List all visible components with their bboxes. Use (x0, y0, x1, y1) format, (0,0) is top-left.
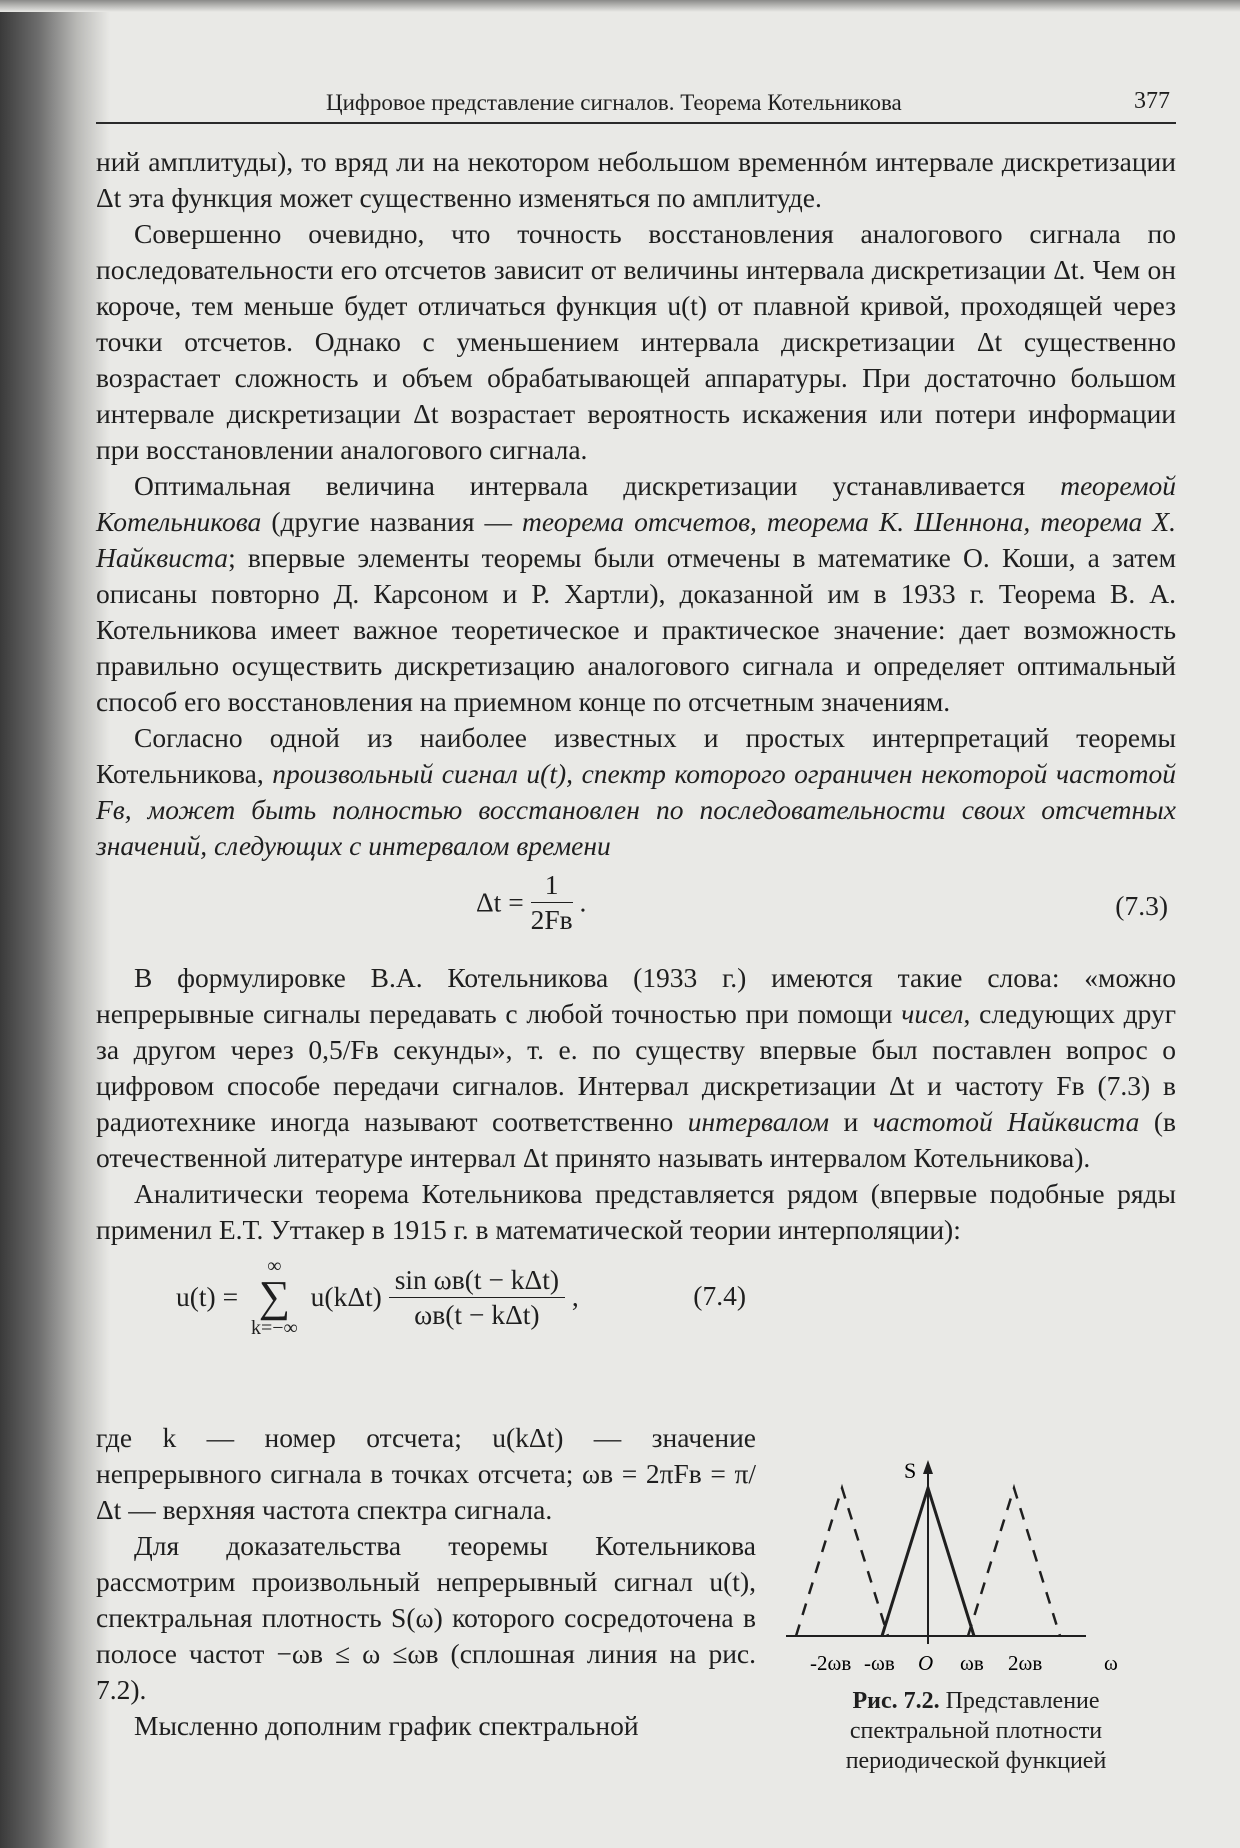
sum-operator (251, 1256, 298, 1338)
figure-caption (786, 1686, 1166, 1776)
page-number: 377 (1134, 88, 1170, 114)
text-run: Согласно одной из наиболее известных и простых интерпретаций теоремы Котельникова, (96, 722, 1176, 789)
paragraph-kotelnikov-quote (96, 960, 1176, 1176)
spectrum-diagram (786, 1454, 1166, 1684)
left-column-text (96, 1420, 756, 1744)
tick-label: -ωв (864, 1651, 895, 1675)
eq-denominator: ωв(t − kΔt) (414, 1298, 540, 1330)
equation-7-3 (96, 868, 1176, 948)
tick-label: 2ωв (1008, 1651, 1043, 1675)
paragraph-optimal-interval (96, 468, 1176, 720)
sum-upper: ∞ (267, 1255, 282, 1277)
italic-term: теоремой Котельникова (96, 470, 1176, 537)
tick-label: O (918, 1651, 934, 1675)
italic-term: чисел (901, 998, 964, 1029)
paragraph-accuracy: Совершенно очевидно, что точность восстановления аналогового сигнала по последовательности его отсчетов зависит от величины интервала дискретизации Δt. Чем он короче, тем меньше будет отличаться функция u(t) от плавной кривой, проходящей через точки отсчетов. Однако с уменьшением интервала дискретизации Δt существенно возрастает сложность и объем обрабатывающей аппаратуры. При достаточно большом интервале дискретизации Δt возрастает вероятность искажения или потери информации при восстановлении аналогового сигнала. (96, 218, 1176, 465)
paragraph-continued: ний амплитуды), то вряд ли на некотором небольшом временнóм интервале дискретизации Δt эта функция может существенно изменяться по амплитуде. (96, 146, 1176, 213)
equation-number: (7.3) (1115, 890, 1168, 921)
text-run: и (829, 1106, 873, 1137)
text-run: ; впервые элементы теоремы были отмечены в математике О. Коши, а затем описаны повторно Д. Карсоном и Р. Хартли), доказанной им в 1933 г. Теорема В. А. Котельникова имеет важное теоретическое и практическое значение: дает возможность правильно осуществить дискретизацию аналогового сигнала и определяет оптимальный способ его восстановления на приемном конце по отсчетным значениям. (96, 542, 1176, 717)
paragraph-where: где k — номер отсчета; u(kΔt) — значение непрерывного сигнала в точках отсчета; ωв = 2πFв = π/Δt — верхняя частота спектра сигнала. (96, 1422, 756, 1525)
main-text (96, 144, 1176, 1364)
caption-number: Рис. 7.2. (852, 1688, 940, 1714)
eq-denominator: 2Fв (530, 904, 573, 935)
eq-numerator: sin ωв(t − kΔt) (389, 1263, 565, 1298)
paragraph-interpretation (96, 720, 1176, 864)
text-run: В формулировке В.А. Котельникова (1933 г.) имеются такие слова: «можно непрерывные сигналы передавать с любой точностью при помощи (96, 962, 1176, 1029)
sum-lower: k=−∞ (250, 1317, 298, 1339)
sum-sign: ∑ (258, 1272, 291, 1321)
italic-statement: произвольный сигнал u(t), спектр которого ограничен некоторой частотой Fв, может быть полностью восстановлен по последовательности своих отсчетных значений, следующих с интервалом времени (96, 758, 1177, 861)
page-top-edge (0, 0, 1240, 12)
eq-tail: , (571, 1281, 579, 1312)
book-spine-shadow (0, 0, 110, 1848)
text-run: (другие названия — (261, 506, 523, 537)
italic-term: интервалом (687, 1106, 830, 1137)
equation-number: (7.4) (693, 1280, 746, 1311)
replica-spectrum-right (968, 1488, 1060, 1636)
paragraph-analytic: Аналитически теорема Котельникова представляется рядом (впервые подобные ряды применил Е.Т. Уттакер в 1915 г. в математической теории интерполяции): (96, 1178, 1176, 1245)
text-run: (в отечественной литературе интервал Δt принято называть интервалом Котельникова). (96, 1106, 1176, 1173)
eq-lhs: u(t) = (176, 1281, 239, 1312)
tick-label: -2ωв (810, 1651, 852, 1675)
running-title: Цифровое представление сигналов. Теорема Котельникова (326, 90, 902, 115)
eq-lhs: Δt = (476, 886, 524, 918)
caption-text: Представление спектральной плотности периодической функцией (845, 1688, 1107, 1774)
equation-7-4 (96, 1252, 756, 1352)
replica-spectrum-left (796, 1488, 888, 1636)
eq-tail: . (579, 886, 587, 918)
figure-7-2 (786, 1454, 1166, 1784)
text-run: , следующих друг за другом через 0,5/Fв секунды», т. е. по существу впервые был поставлен вопрос о цифровом способе передачи сигналов. Интервал дискретизации Δt и частоту Fв (7.3) в радиотехнике иногда называют соответственно (96, 998, 1177, 1137)
eq-fraction (389, 1263, 565, 1332)
y-axis-arrow (923, 1460, 933, 1474)
running-header (96, 82, 1176, 124)
eq-fraction (531, 868, 573, 937)
text-run: Оптимальная величина интервала дискретизации устанавливается (134, 470, 1061, 501)
book-page (96, 82, 1176, 1822)
eq-numerator: 1 (531, 868, 573, 903)
paragraph-continue: Мысленно дополним график спектральной (134, 1710, 639, 1741)
tick-label: ωв (960, 1651, 984, 1675)
italic-term: теорема отсчетов, теорема К. Шеннона, теорема Х. Найквиста (96, 506, 1176, 573)
x-axis-label: ω (1104, 1651, 1118, 1675)
eq-term: u(kΔt) (310, 1281, 382, 1312)
italic-term: частотой Найквиста (872, 1106, 1140, 1137)
paragraph-proof: Для доказательства теоремы Котельникова рассмотрим произвольный непрерывный сигнал u(t), спектральная плотность S(ω) которого сосредоточена в полосе частот −ωв ≤ ω ≤ωв (сплошная линия на рис. 7.2). (96, 1530, 756, 1705)
y-axis-label: S (904, 1458, 917, 1483)
